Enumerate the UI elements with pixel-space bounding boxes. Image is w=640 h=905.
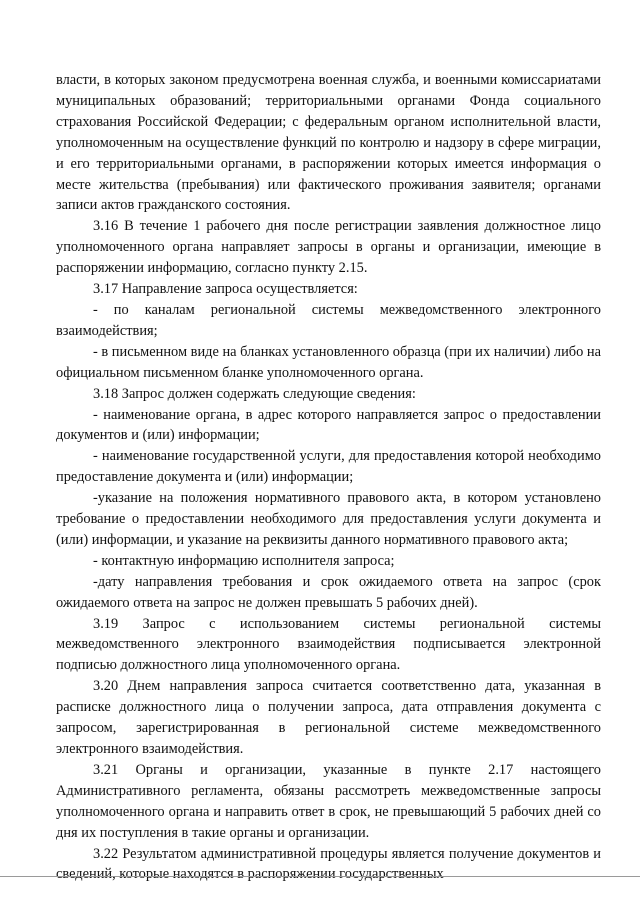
list-item-legal-act: -указание на положения нормативного правового акта, в котором установлено требование о предоставлении необходимого для предоставления услуги документа и (или) информации, и указание на реквизиты данного нормативного правового акта; <box>56 490 601 548</box>
paragraph-3-20: 3.20 Днем направления запроса считается соответственно дата, указанная в расписке должностного лица о получении запроса, дата отправления документа с запросом, зарегистрированная в региональной системе межведомственного электронного взаимодействия. <box>56 678 601 757</box>
page-bottom-rule <box>0 876 640 877</box>
list-item-organ-name: - наименование органа, в адрес которого направляется запрос о предоставлении документов и (или) информации; <box>56 406 601 444</box>
list-item-regional-channels: - по каналам региональной системы межведомственного электронного взаимодействия; <box>56 301 601 339</box>
paragraph-3-16: 3.16 В течение 1 рабочего дня после регистрации заявления должностное лицо уполномоченного органа направляет запросы в органы и организации, имеющие в распоряжении информацию, согласно пункту 2.15. <box>56 218 601 277</box>
paragraph-3-21: 3.21 Органы и организации, указанные в пункте 2.17 настоящего Административного регламента, обязаны рассмотреть межведомственные запросы уполномоченного органа и направить ответ в срок, не превышающий 5 рабочих дней со дня их поступления в такие органы и организации. <box>56 761 601 841</box>
paragraph-continuation: власти, в которых законом предусмотрена военная служба, и военными комиссариатами муниципальных образований; территориальными органами Фонда социального страхования Российской Федерации; с федеральным органом исполнительной власти, уполномоченным на осуществление функций по контролю и надзору в сфере миграции, и его территориальными органами, в распоряжении которых имеется информация о месте жительства (пребывания) или фактического проживания заявителя; органами записи актов гражданского состояния. <box>56 72 601 214</box>
paragraph-3-22: 3.22 Результатом административной процедуры является получение документов и сведений, которые находятся в распоряжении государственных <box>56 845 601 883</box>
paragraph-3-18: 3.18 Запрос должен содержать следующие сведения: <box>93 385 416 402</box>
paragraph-3-17: 3.17 Направление запроса осуществляется: <box>93 281 358 298</box>
list-item-written-form: - в письменном виде на бланках установленного образца (при их наличии) либо на официальном письменном бланке уполномоченного органа. <box>56 343 601 381</box>
document-page <box>56 70 601 885</box>
list-item-contact-info: - контактную информацию исполнителя запроса; <box>93 552 395 569</box>
list-item-date-deadline: -дату направления требования и срок ожидаемого ответа на запрос (срок ожидаемого ответа на запрос не должен превышать 5 рабочих дней). <box>56 573 601 611</box>
list-item-service-name: - наименование государственной услуги, для предоставления которой необходимо предоставление документа и (или) информации; <box>56 448 601 486</box>
paragraph-3-19: 3.19 Запрос с использованием системы региональной системы межведомственного электронного взаимодействия подписывается электронной подписью должностного лица уполномоченного органа. <box>56 615 601 674</box>
